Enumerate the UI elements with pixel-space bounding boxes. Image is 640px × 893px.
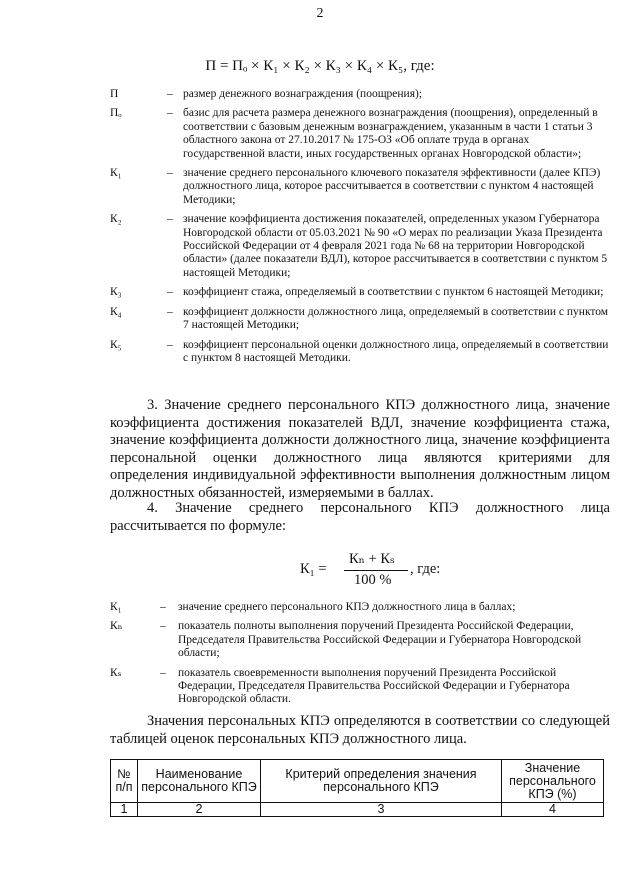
definition-item [110,339,610,366]
table-cell: 1 [111,803,138,817]
definition-text: коэффициент должности должностного лица, определяемый в соответствии с пунктом 7 настоящей Методики; [183,305,609,332]
definition-item [110,88,610,101]
definition-item [110,107,610,161]
formula-denominator: 100 % [354,572,392,588]
paragraph-4-text: 4. Значение среднего персонального КПЭ должностного лица рассчитывается по формуле: [110,500,610,534]
table-cell: 2 [138,803,261,817]
main-formula: П = Пₒ × К₁ × К₂ × К₃ × К₄ × К₅, где: [205,58,435,74]
paragraph-5-text: Значения персональных КПЭ определяются в соответствии со следующей таблицей оценок персональных КПЭ должностного лица. [110,713,610,747]
definitions-list [110,88,610,371]
definitions-list-2 [110,601,610,713]
fraction-bar [344,570,408,571]
table-row [111,803,604,817]
paragraph-3-text: 3. Значение среднего персонального КПЭ должностного лица, значение коэффициента достижения показателей ВДЛ, значение коэффициента стажа, значение коэффициента должности должностного лица, значение коэффициента персональной оценки должностного лица являются критериями для определения индивидуальной эффективности выполнения должностным лицом должностных обязанностей, измеряемыми в баллах. [110,397,610,501]
definition-symbol: К₁ [110,167,122,180]
definition-text: значение среднего персонального КПЭ должностного лица в баллах; [178,601,516,613]
table-header-row [111,760,604,803]
definition-symbol: К₅ [110,338,122,351]
formula-tail: , где: [410,561,441,577]
table-header-cell: № п/п [111,760,138,803]
definition-item [110,667,610,707]
definition-dash: – [167,286,173,299]
definition-dash: – [160,601,166,613]
definition-text: размер денежного вознаграждения (поощрения); [183,88,423,100]
definition-item [110,286,610,299]
definition-dash: – [167,167,173,180]
table-header-cell: Наименование персонального КПЭ [138,760,261,803]
definition-dash: – [160,666,166,679]
table-header-cell: Значение персонального КПЭ (%) [502,760,604,803]
definition-text: коэффициент стажа, определяемый в соответствии с пунктом 6 настоящей Методики; [183,286,604,299]
definition-symbol: Пₒ [110,107,122,120]
definition-dash: – [167,305,173,318]
definition-text: значение среднего персонального ключевого показателя эффективности (далее КПЭ) должностного лица, которое рассчитывается в соответствии с пунктом 4 настоящей Методики; [183,167,601,206]
definition-symbol: П [110,88,119,100]
table-header-cell: Критерий определения значения персонального КПЭ [261,760,502,803]
definition-item [110,601,610,614]
definition-symbol: Кₙ [110,620,123,633]
definition-symbol: Кₛ [110,666,122,679]
page-number: 2 [316,6,324,21]
paragraph-5 [110,713,610,748]
definition-text: значение коэффициента достижения показателей, определенных указом Губернатора Новгородской области от 05.03.2021 № 90 «О мерах по реализации Указа Президента Российской Федерации от 4 февраля 2021 года № 68 на территории Новгородской области» (далее показатели ВДЛ), которое рассчитывается в соответствии с пунктом 5 настоящей Методики; [183,213,608,279]
definition-dash: – [167,338,173,351]
definition-text: базис для расчета размера денежного вознаграждения (поощрения), определенный в соответствии с базовым денежным вознаграждением, указанным в части 1 статьи 3 областного закона от 27.10.2017 № 175-ОЗ «Об оплате труда в органах государственной власти, иных государственных органах Новгородской области»; [183,107,598,160]
definition-item [110,306,610,333]
definition-item [110,213,610,280]
definition-dash: – [167,88,173,100]
definition-text: показатель своевременности выполнения поручений Президента Российской Федерации, Председателя Правительства Российской Федерации и Губернатора Новгородской области. [178,666,570,706]
definition-text: показатель полноты выполнения поручений Президента Российской Федерации, Председателя Правительства Российской Федерации и Губернатора Новгородской области; [178,620,582,660]
formula-lhs: К₁ = [300,561,327,577]
paragraph-3 [110,397,610,502]
definition-dash: – [160,620,166,633]
definition-text: коэффициент персональной оценки должностного лица, определяемый в соответствии с пунктом 8 настоящей Методики. [183,338,609,364]
table-cell: 4 [502,803,604,817]
definition-dash: – [167,107,173,120]
definition-symbol: К₄ [110,305,122,318]
paragraph-4 [110,500,610,535]
definition-item [110,620,610,660]
definition-symbol: К₂ [110,213,122,226]
definition-symbol: К₃ [110,286,122,299]
kpi-table [110,759,604,817]
formula-numerator: Кₙ + Кₛ [349,551,395,567]
definition-dash: – [167,213,173,226]
definition-item [110,167,610,207]
definition-symbol: К₁ [110,601,122,613]
table-cell: 3 [261,803,502,817]
